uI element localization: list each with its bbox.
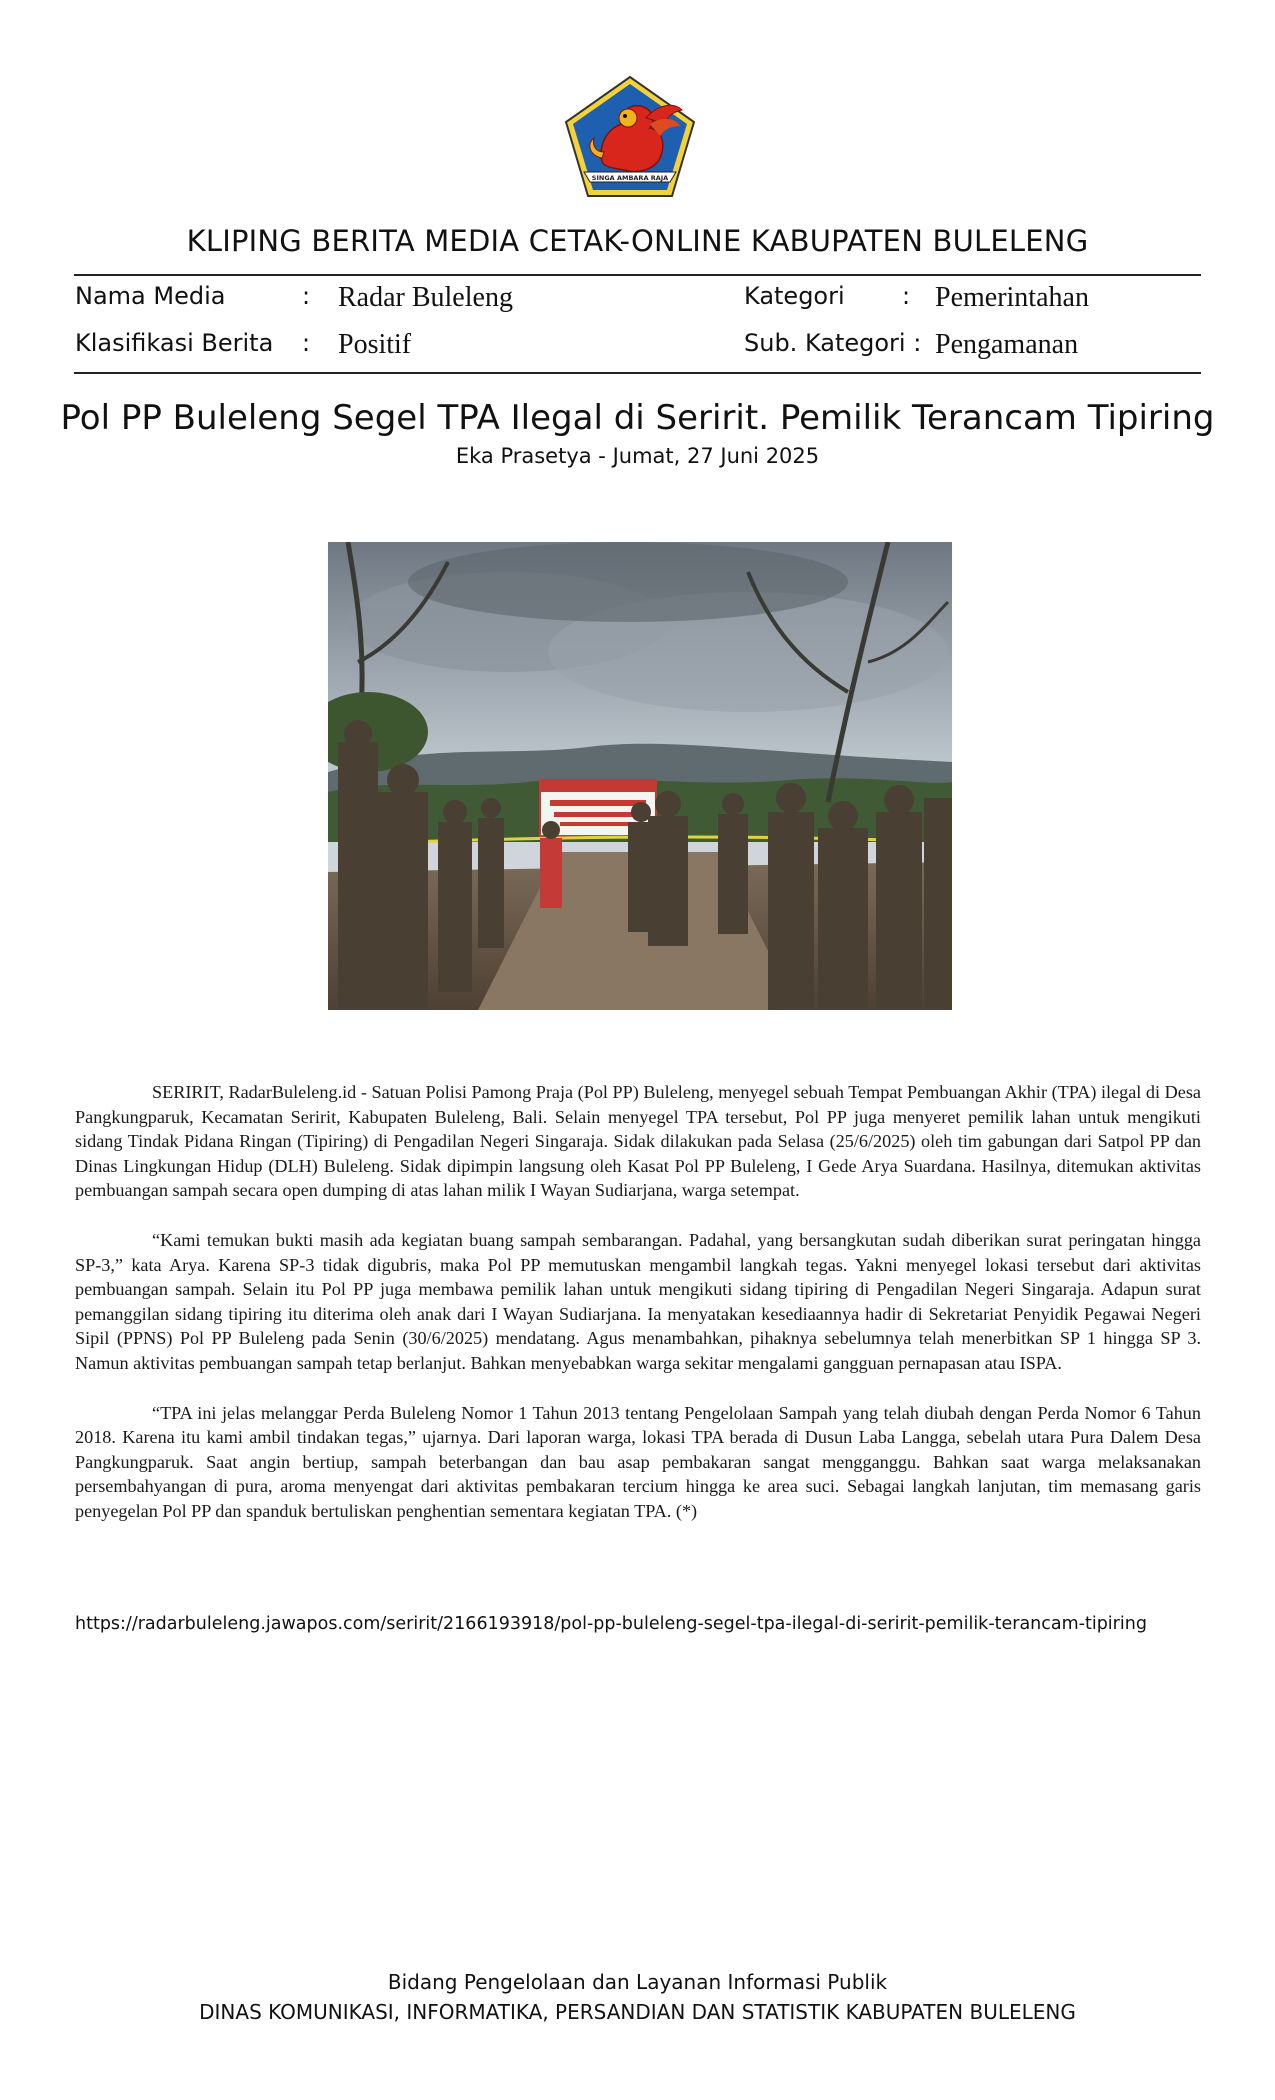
article-title: Pol PP Buleleng Segel TPA Ilegal di Seririt. Pemilik Terancam Tipiring: [60, 398, 1215, 438]
logo-motto: SINGA AMBARA RAJA: [591, 174, 669, 182]
article-byline: Eka Prasetya - Jumat, 27 Juni 2025: [455, 444, 820, 468]
header-top-rule: [74, 274, 1201, 276]
subcategory-label: Sub. Kategori :: [744, 329, 922, 357]
article-paragraph-1: SERIRIT, RadarBuleleng.id - Satuan Polisi Pamong Praja (Pol PP) Buleleng, menyegel sebuah Tempat Pembuangan Akhir (TPA) ilegal di Desa Pangkungparuk, Kecamatan Seririt, Kabupaten Buleleng, Bali. Selain menyegel TPA tersebut, Pol PP juga menyeret pemilik lahan untuk mengikuti sidang Tindak Pidana Ringan (Tipiring) di Pengadilan Negeri Singaraja. Sidak dilakukan pada Selasa (25/6/2025) oleh tim gabungan dari Satpol PP dan Dinas Lingkungan Hidup (DLH) Buleleng. Sidak dipimpin langsung oleh Kasat Pol PP Buleleng, I Gede Arya Suardana. Hasilnya, ditemukan aktivitas pembuangan sampah secara open dumping di atas lahan milik I Wayan Sudiarjana, warga setempat.: [75, 1082, 1201, 1201]
article-photo: [328, 542, 952, 1010]
media-name-separator: :: [302, 282, 311, 310]
article-paragraph-2: “Kami temukan bukti masih ada kegiatan buang sampah sembarangan. Padahal, yang bersangkutan sudah diberikan surat peringatan hingga SP-3,” kata Arya. Karena SP-3 tidak digubris, maka Pol PP memutuskan mengambil langkah tegas. Yakni menyegel lokasi tersebut dari aktivitas pembuangan sampah. Selain itu Pol PP juga membawa pemilik lahan untuk mengikuti sidang tipiring di Pengadilan Negeri Singaraja. Adapun surat pemanggilan sidang tipiring itu diterima oleh anak dari I Wayan Sudiarjana. Ia menyatakan kesediaannya hadir di Sekretariat Penyidik Pegawai Negeri Sipil (PPNS) Pol PP Buleleng pada Senin (30/6/2025) mendatang. Agus menambahkan, pihaknya sebelumnya telah menerbitkan SP 1 hingga SP 3. Namun aktivitas pembuangan sampah tetap berlanjut. Bahkan menyebabkan warga sekitar mengalami gangguan pernapasan atau ISPA.: [75, 1229, 1201, 1373]
media-name-label: Nama Media: [75, 282, 226, 310]
classification-value: Positif: [338, 329, 412, 360]
footer-agency: DINAS KOMUNIKASI, INFORMATIKA, PERSANDIAN DAN STATISTIK KABUPATEN BULELENG: [199, 2000, 1076, 2024]
footer-division: Bidang Pengelolaan dan Layanan Informasi Publik: [387, 1970, 888, 1994]
clipping-header-title: KLIPING BERITA MEDIA CETAK-ONLINE KABUPATEN BULELENG: [186, 224, 1089, 258]
classification-separator: :: [302, 329, 311, 357]
media-name-value: Radar Buleleng: [338, 282, 513, 313]
source-url: https://radarbuleleng.jawapos.com/seririt/2166193918/pol-pp-buleleng-segel-tpa-ilegal-di-seririt-pemilik-terancam-tipiring: [75, 1614, 1147, 1634]
singa-ambara-raja-emblem-icon: [562, 74, 698, 200]
subcategory-value: Pengamanan: [935, 329, 1079, 360]
article-body: [75, 1080, 1201, 1549]
regency-emblem-logo: [562, 74, 698, 200]
category-label: Kategori: [744, 282, 845, 310]
header-bottom-rule: [74, 372, 1201, 374]
classification-label: Klasifikasi Berita: [75, 329, 274, 357]
news-photo-icon: [328, 542, 952, 1010]
category-separator: :: [902, 282, 911, 310]
article-paragraph-3: “TPA ini jelas melanggar Perda Buleleng Nomor 1 Tahun 2013 tentang Pengelolaan Sampah yang telah diubah dengan Perda Nomor 6 Tahun 2018. Karena itu kami ambil tindakan tegas,” ujarnya. Dari laporan warga, lokasi TPA berada di Dusun Laba Langga, sebelah utara Pura Dalem Desa Pangkungparuk. Saat angin bertiup, sampah beterbangan dan bau asap pembakaran sangat mengganggu. Bahkan saat warga melaksanakan persembahyangan di pura, aroma menyengat dari aktivitas pembakaran tercium hingga ke area suci. Sebagai langkah lanjutan, tim memasang garis penyegelan Pol PP dan spanduk bertuliskan penghentian sementara kegiatan TPA. (*): [75, 1402, 1201, 1521]
category-value: Pemerintahan: [935, 282, 1089, 313]
